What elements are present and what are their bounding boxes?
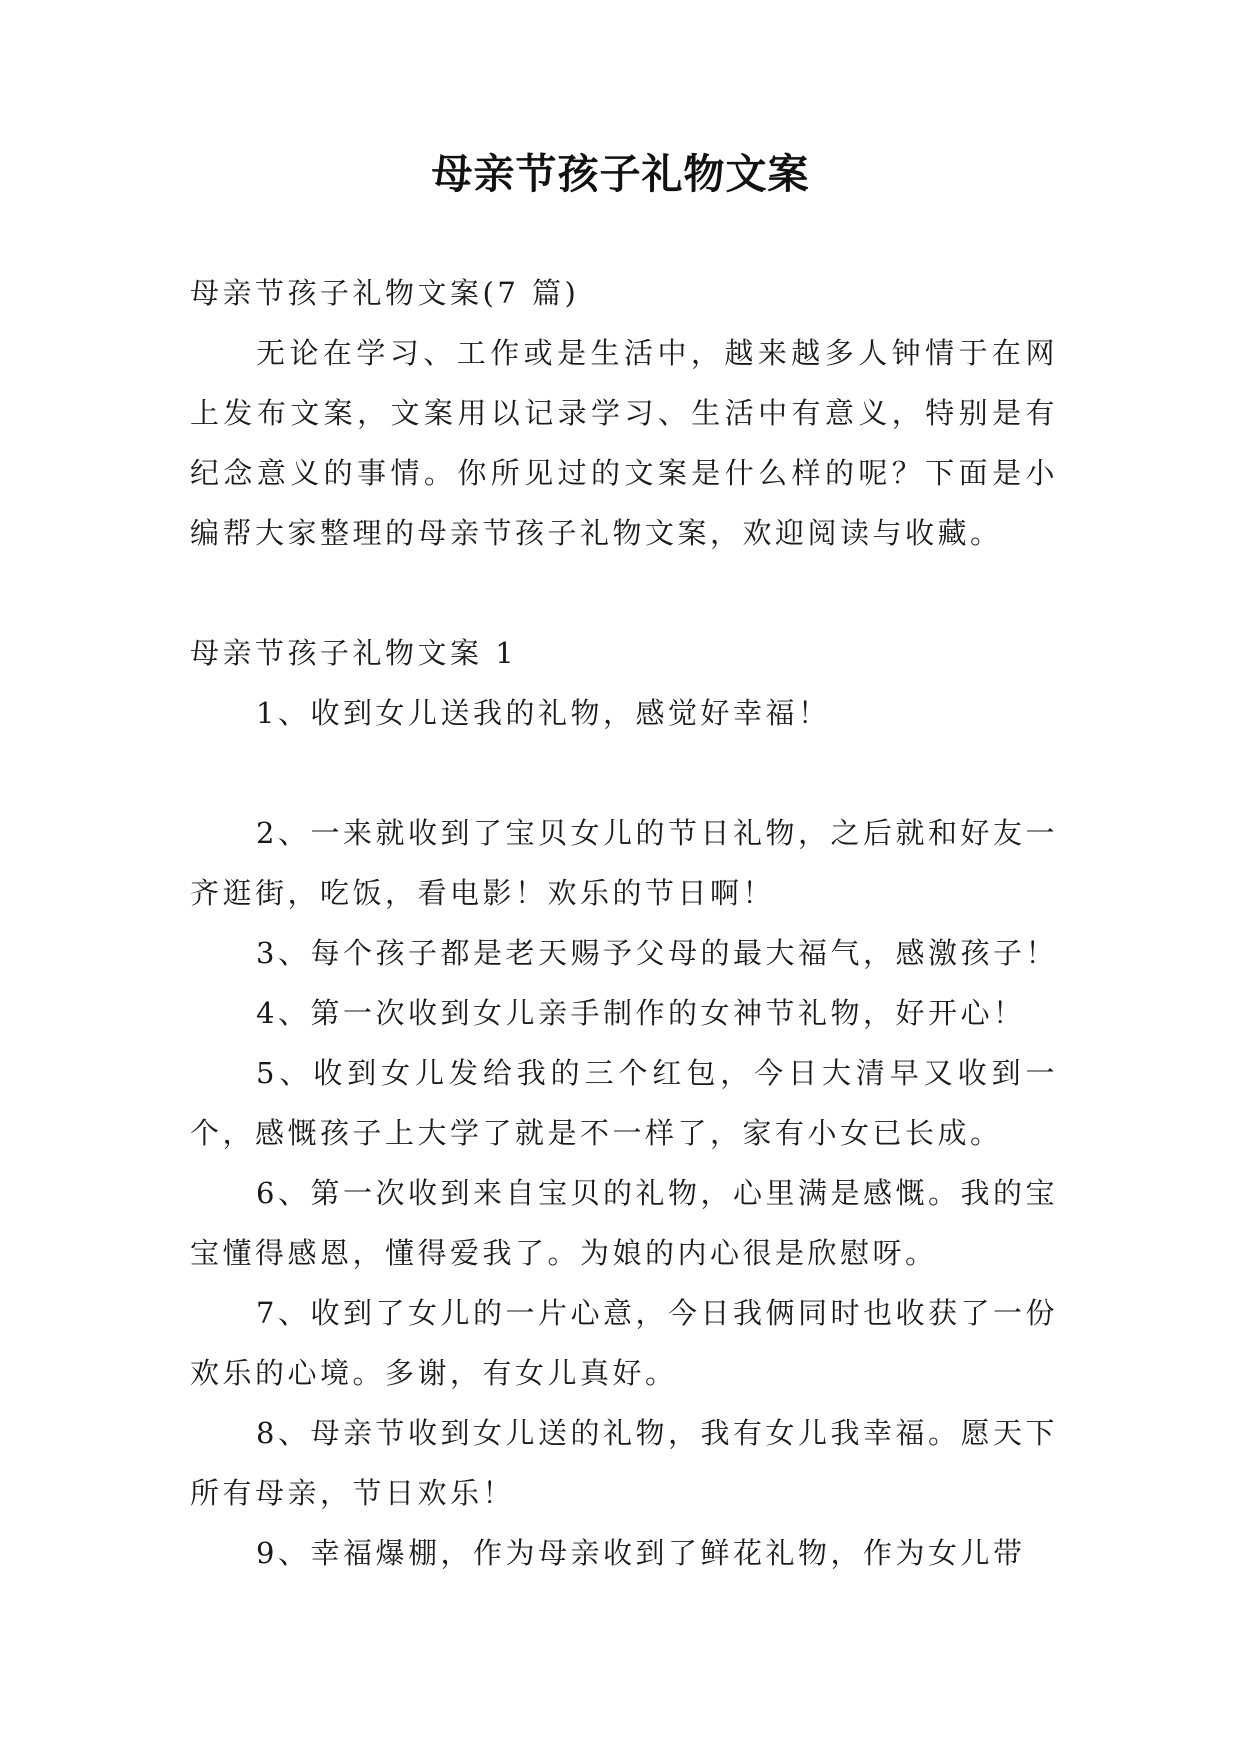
list-item: 6、第一次收到来自宝贝的礼物，心里满是感慨。我的宝宝懂得感恩，懂得爱我了。为娘的内心很是欣慰呀。 <box>190 1176 1058 1270</box>
paragraph-gap <box>190 563 1058 623</box>
list-item: 5、收到女儿发给我的三个红包，今日大清早又收到一个，感慨孩子上大学了就是不一样了，家有小女已长成。 <box>190 1056 1058 1150</box>
paragraph-gap <box>190 743 1058 803</box>
list-item: 9、幸福爆棚，作为母亲收到了鲜花礼物，作为女儿带 <box>256 1536 1026 1570</box>
list-item: 8、母亲节收到女儿送的礼物，我有女儿我幸福。愿天下所有母亲，节日欢乐！ <box>190 1416 1058 1510</box>
list-item: 1、收到女儿送我的礼物，感觉好幸福！ <box>256 696 831 730</box>
list-item: 3、每个孩子都是老天赐予父母的最大福气，感激孩子！ <box>256 936 1058 970</box>
section-heading: 母亲节孩子礼物文案 1 <box>190 636 518 670</box>
document-body <box>190 263 1058 1583</box>
document-title: 母亲节孩子礼物文案 <box>431 150 810 198</box>
list-item: 2、一来就收到了宝贝女儿的节日礼物，之后就和好友一齐逛街，吃饭，看电影！欢乐的节日啊！ <box>190 816 1058 910</box>
intro-paragraph: 无论在学习、工作或是生活中，越来越多人钟情于在网上发布文案，文案用以记录学习、生活中有意义，特别是有纪念意义的事情。你所见过的文案是什么样的呢？下面是小编帮大家整理的母亲节孩子礼物文案，欢迎阅读与收藏。 <box>190 336 1058 550</box>
document-subtitle: 母亲节孩子礼物文案(7 篇) <box>190 276 580 310</box>
list-item: 4、第一次收到女儿亲手制作的女神节礼物，好开心！ <box>256 996 1026 1030</box>
list-item: 7、收到了女儿的一片心意，今日我俩同时也收获了一份欢乐的心境。多谢，有女儿真好。 <box>190 1296 1058 1390</box>
